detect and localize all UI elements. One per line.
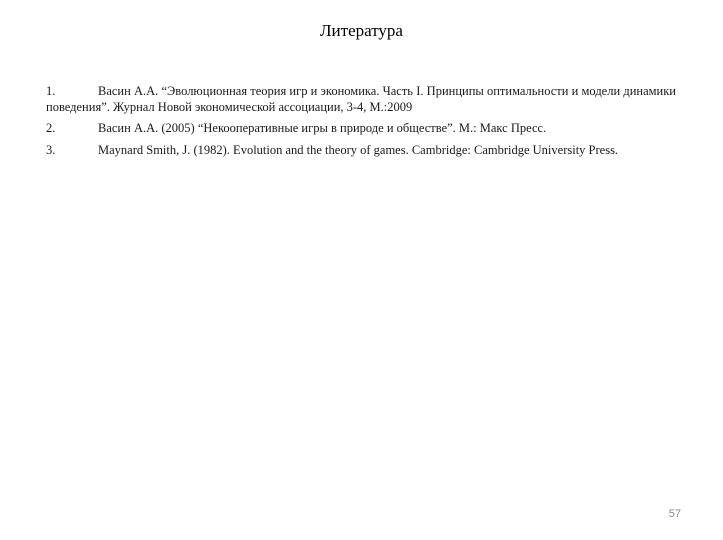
reference-number: 1. xyxy=(46,84,56,98)
reference-text: Maynard Smith, J. (1982). Evolution and the theory of games. Cambridge: Cambridge University Press. xyxy=(98,142,619,157)
reference-list xyxy=(46,84,676,164)
reference-text: Васин А.А. (2005) “Некооперативные игры в природе и обществе”. М.: Макс Пресс. xyxy=(98,121,547,135)
reference-item-2 xyxy=(46,121,676,137)
reference-number: 3. xyxy=(46,142,56,157)
page-number: 57 xyxy=(668,508,681,520)
reference-number: 2. xyxy=(46,121,56,135)
page-title: Литература xyxy=(320,21,403,40)
reference-item-1 xyxy=(46,84,676,115)
reference-item-3 xyxy=(46,143,676,159)
reference-text: Васин А.А. “Эволюционная теория игр и экономика. Часть I. Принципы оптимальности и модели динамики поведения”. Журнал Новой экономической ассоциации, 3-4, М.:2009 xyxy=(46,84,676,114)
